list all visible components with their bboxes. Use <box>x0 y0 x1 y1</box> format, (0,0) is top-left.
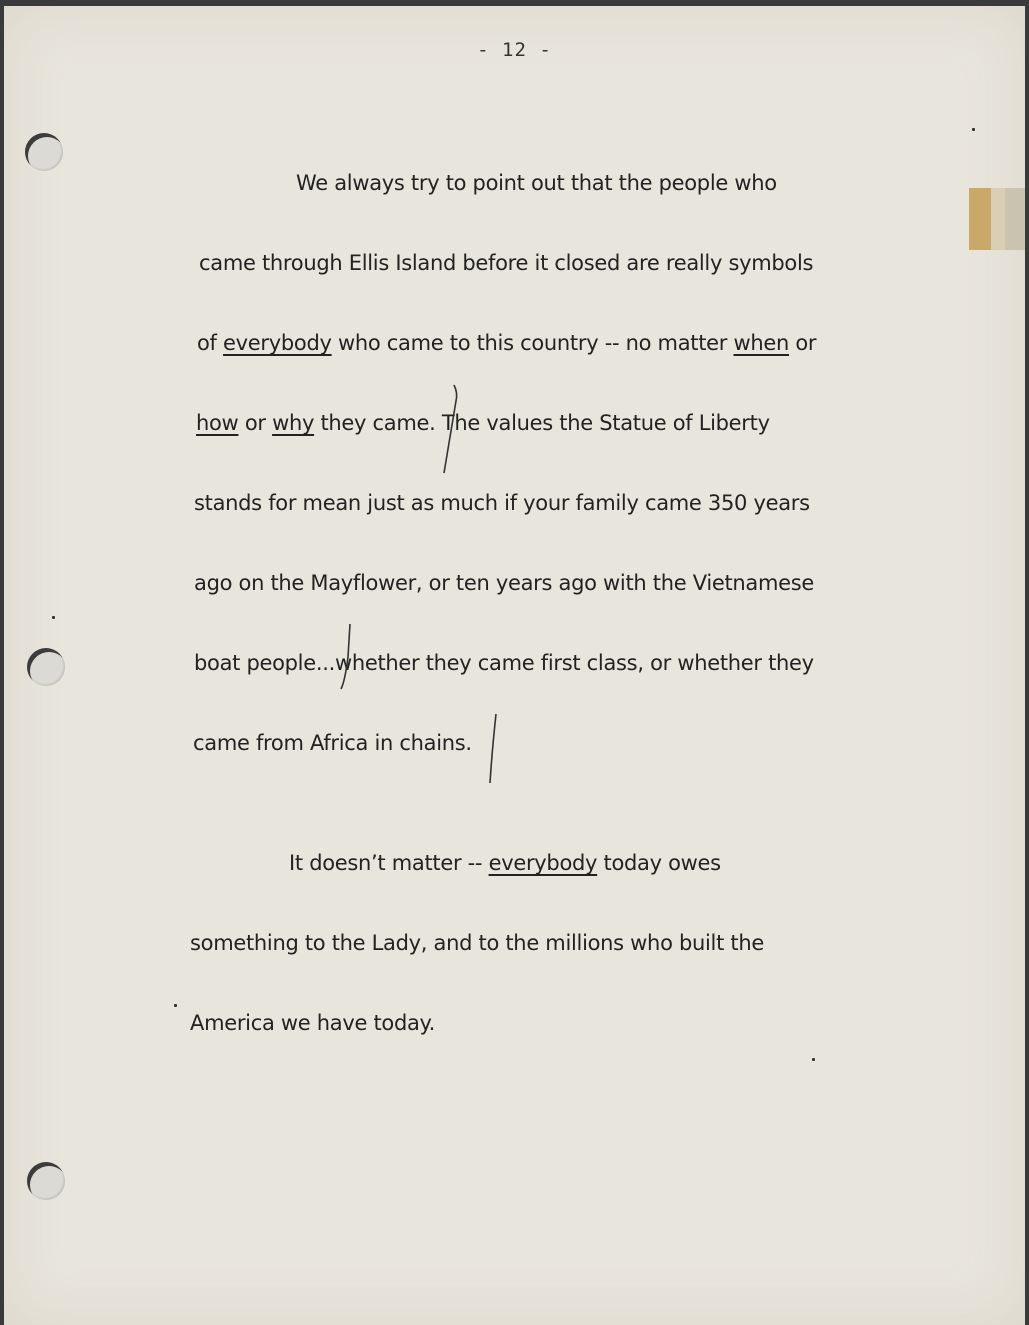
paragraph1-line4 <box>196 411 770 435</box>
underlined-word: how <box>196 411 239 435</box>
paragraph2-line2: something to the Lady, and to the millions who built the <box>190 931 764 955</box>
text-run: today owes <box>597 851 721 875</box>
page-number: - 12 - <box>477 39 552 61</box>
pause-mark-3 <box>484 711 504 791</box>
tape-tab <box>969 188 1025 250</box>
pause-mark-2 <box>336 621 360 701</box>
paragraph1-line5: stands for mean just as much if your family came 350 years <box>194 491 810 515</box>
paper-speck <box>812 1058 815 1061</box>
paragraph1-line1: We always try to point out that the people who <box>296 171 777 195</box>
text-run: or <box>789 331 817 355</box>
text-run: of <box>197 331 224 355</box>
paragraph2-line3: America we have today. <box>190 1011 436 1035</box>
underlined-word: why <box>272 411 315 435</box>
text-run: It doesn’t matter -- <box>289 851 489 875</box>
paragraph2-line1 <box>289 851 721 875</box>
paper-speck <box>52 616 55 619</box>
paragraph1-line6: ago on the Mayflower, or ten years ago with the Vietnamese <box>194 571 815 595</box>
paper-speck <box>972 128 975 131</box>
paragraph1-line2: came through Ellis Island before it closed are really symbols <box>199 251 814 275</box>
paragraph1-line8: came from Africa in chains. <box>193 731 472 755</box>
pause-mark-1 <box>434 381 464 481</box>
binder-hole-bottom <box>27 1162 65 1200</box>
underlined-word: everybody <box>488 851 598 875</box>
underlined-word: everybody <box>223 331 332 355</box>
paragraph1-line7: boat people...whether they came first class, or whether they <box>194 651 814 675</box>
text-run: or <box>238 411 273 435</box>
text-run: they came. The values the Statue of Liberty <box>314 411 770 435</box>
binder-hole-middle <box>27 648 65 686</box>
underlined-word: when <box>733 331 789 355</box>
document-page <box>4 6 1025 1325</box>
text-run: who came to this country -- no matter <box>331 331 734 355</box>
paragraph1-line3 <box>197 331 816 355</box>
binder-hole-top <box>25 133 63 171</box>
paper-speck <box>174 1004 177 1007</box>
